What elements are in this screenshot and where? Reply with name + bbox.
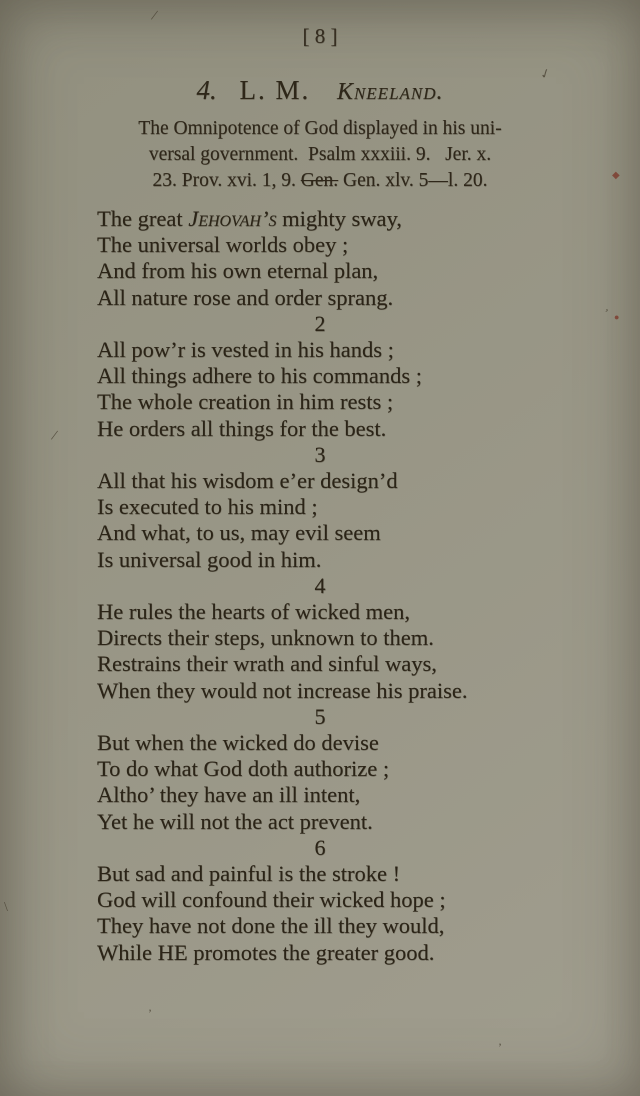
verse-line [0,206,640,232]
stanza-number: 2 [314,310,326,336]
ink-speck: / [49,427,59,445]
verse-line: To do what God doth authorize ; [97,756,390,782]
verse-line: God will confound their wicked hope ; [97,887,446,913]
summary-refs-post: Gen. xlv. 5—l. 20. [338,170,488,191]
ink-speck: ’ [602,305,610,321]
page-number: [ 8 ] [302,24,338,48]
stanza-6 [0,835,640,966]
verse-line: All that his wisdom e’er design’d [97,468,398,494]
hymn-verses [0,206,640,966]
verse-line: All nature rose and order sprang. [97,284,394,310]
ink-speck: / [149,7,159,25]
summary-line-1: The Omnipotence of God displayed in his uni- [138,118,502,139]
verse-line-post: mighty sway, [276,206,402,231]
verse-line: But when the wicked do devise [97,730,379,756]
verse-line: Directs their steps, unknown to them. [97,625,434,651]
stanza-number: 6 [314,834,326,860]
summary-line-2: versal government. Psalm xxxiii. 9. Jer. x. [148,144,492,165]
verse-line: While HE promotes the greater good. [97,939,435,965]
verse-line: All pow’r is vested in his hands ; [97,337,394,363]
verse-line: He rules the hearts of wicked men, [97,599,411,625]
verse-line: Altho’ they have an ill intent, [97,782,361,808]
verse-line: They have not done the ill they would, [97,913,445,939]
summary-line-3 [0,168,640,194]
hymn-meter: L. M. [239,75,311,105]
stanza-number: 3 [314,441,326,467]
stanza-number: 4 [314,572,326,598]
verse-line: Restrains their wrath and sinful ways, [97,651,437,677]
ink-speck: \ [4,900,8,915]
verse-line: When they would not increase his praise. [97,677,468,703]
verse-line: The universal worlds obey ; [97,232,349,258]
verse-line: And from his own eternal plan, [97,258,379,284]
summary-refs-pre: 23. Prov. xvi. 1, 9. [152,170,301,191]
stanza-5 [0,704,640,835]
stanza-4 [0,573,640,704]
ink-speck: ● [614,312,620,322]
ink-speck: ’ [498,1040,502,1054]
verse-line-pre: The great [97,206,189,231]
stanza-2 [0,311,640,442]
ink-speck: ✓ [537,64,553,83]
jehovah-name: Jehovah’s [188,206,277,231]
verse-line: Is universal good in him. [97,546,322,572]
struck-text: Gen. [300,170,339,191]
hymn-author: Kneeland. [336,79,444,105]
verse-line: Is executed to his mind ; [97,494,318,520]
verse-line: And what, to us, may evil seem [97,520,381,546]
verse-line: But sad and painful is the stroke ! [97,861,401,887]
verse-line: All things adhere to his commands ; [97,363,422,389]
verse-line: Yet he will not the act prevent. [97,808,373,834]
verse-line: He orders all things for the best. [97,415,387,441]
verse-line: The whole creation in him rests ; [97,389,394,415]
stanza-1 [0,206,640,311]
hymn-number: 4. [196,75,217,105]
stanza-number: 5 [314,703,326,729]
hymn-summary [0,116,640,194]
ink-speck: ’ [148,1006,152,1020]
ink-speck: ◆ [612,170,620,181]
stanza-3 [0,442,640,573]
